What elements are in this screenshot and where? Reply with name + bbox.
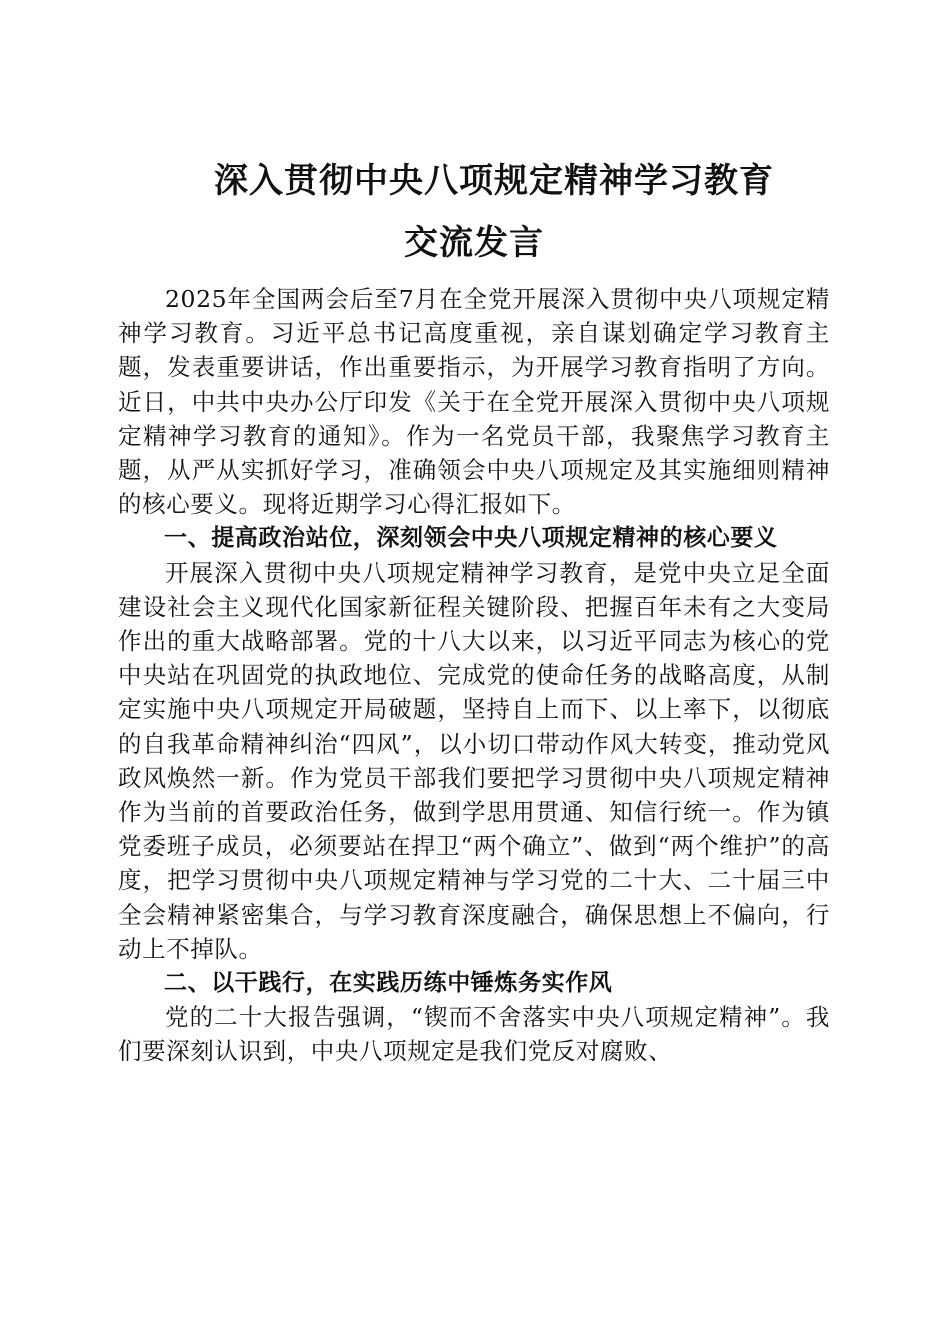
title-line-1: 深入贯彻中央八项规定精神学习教育 (214, 161, 774, 201)
section-2-heading: 二、以干践行，在实践历练中锤炼务实作风 (164, 970, 613, 997)
title-line-2: 交流发言 (404, 223, 544, 263)
document-content (118, 150, 830, 1069)
document-title (118, 150, 830, 274)
intro-paragraph: 2025年全国两会后至7月在全党开展深入贯彻中央八项规定精神学习教育。习近平总书记高度重视，亲自谋划确定学习教育主题，发表重要讲话，作出重要指示，为开展学习教育指明了方向。近日，中共中央办公厅印发《关于在全党开展深入贯彻中央八项规定精神学习教育的通知》。作为一名党员干部，我聚焦学习教育主题，从严从实抓好学习，准确领会中央八项规定及其实施细则精神的核心要义。现将近期学习心得汇报如下。 (118, 285, 830, 519)
section-1-heading: 一、提高政治站位，深刻领会中央八项规定精神的核心要义 (164, 525, 778, 552)
section-2-paragraph: 党的二十大报告强调，“锲而不舍落实中央八项规定精神”。我们要深刻认识到，中央八项规定是我们党反对腐败、 (118, 1003, 830, 1066)
document-body (118, 282, 830, 1069)
section-1-paragraph: 开展深入贯彻中央八项规定精神学习教育，是党中央立足全面建设社会主义现代化国家新征程关键阶段、把握百年未有之大变局作出的重大战略部署。党的十八大以来，以习近平同志为核心的党中央站在巩固党的执政地位、完成党的使命任务的战略高度，从制定实施中央八项规定开局破题，坚持自上而下、以上率下，以彻底的自我革命精神纠治“四风”，以小切口带动作风大转变，推动党风政风焕然一新。作为党员干部我们要把学习贯彻中央八项规定精神作为当前的首要政治任务，做到学思用贯通、知信行统一。作为镇党委班子成员，必须要站在捍卫“两个确立”、做到“两个维护”的高度，把学习贯彻中央八项规定精神与学习党的二十大、二十届三中全会精神紧密集合，与学习教育深度融合，确保思想上不偏向，行动上不掉队。 (118, 558, 830, 963)
